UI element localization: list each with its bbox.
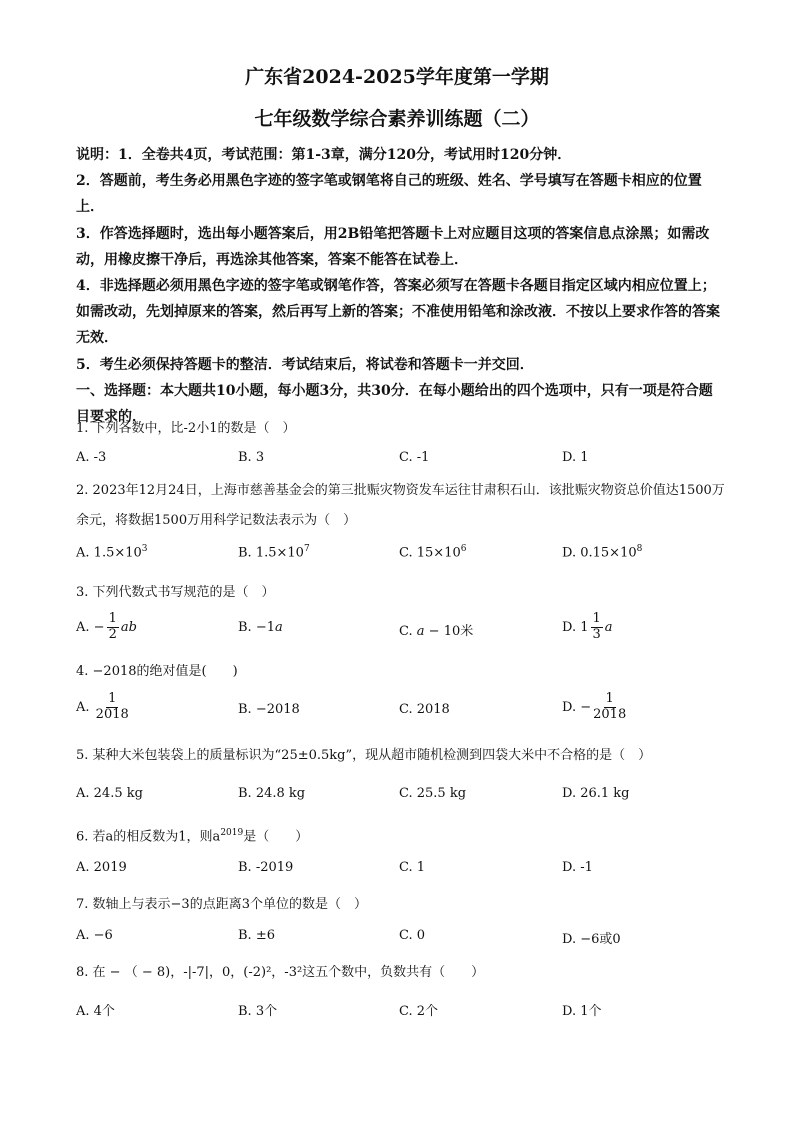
q3-d-denominator: 3 xyxy=(592,626,601,642)
q6-option-a[interactable]: A. 2019 xyxy=(76,860,127,875)
q1-option-a[interactable]: A. -3 xyxy=(76,450,107,465)
q5-option-d[interactable]: D. 26.1 kg xyxy=(562,786,630,801)
q4-a-fraction xyxy=(96,692,129,723)
q3-a-numerator: 1 xyxy=(108,611,117,626)
question-8-stem: 8. 在 − （ − 8)，-|-7|，0，(-2)²，-3²这五个数中，负数共有（ ） xyxy=(76,965,485,980)
question-6-options xyxy=(76,860,726,886)
q4-option-b[interactable]: B. −2018 xyxy=(238,702,300,717)
question-3-stem: 3. 下列代数式书写规范的是（ ） xyxy=(76,585,275,600)
q8-option-a[interactable]: A. 4个 xyxy=(76,1004,115,1019)
q3-d-whole: 1 xyxy=(580,619,589,635)
exam-title: 广东省2024-2025学年度第一学期 xyxy=(245,66,549,88)
instruction-5: 5．考生必须保持答题卡的整洁．考试结束后，将试卷和答题卡一并交回． xyxy=(76,356,534,373)
exam-subtitle: 七年级数学综合素养训练题（二） xyxy=(254,108,540,130)
question-5 xyxy=(76,741,726,771)
q5-option-c[interactable]: C. 25.5 kg xyxy=(399,786,467,801)
q3-c-label: C. xyxy=(399,624,413,639)
question-4-options xyxy=(76,692,726,732)
q3-option-a[interactable] xyxy=(76,612,137,643)
q3-a-variable: ab xyxy=(120,619,137,635)
q2-option-a[interactable] xyxy=(76,544,148,560)
q3-option-c[interactable] xyxy=(399,620,473,639)
q2-c-exp: 6 xyxy=(460,544,467,554)
section-heading: 一、选择题：本大题共10小题，每小题3分，共30分．在每小题给出的四个选项中，只有一项是符合题目要求的． xyxy=(76,382,713,426)
q6-option-c[interactable]: C. 1 xyxy=(399,860,426,875)
q2-d-base: 0.15×10 xyxy=(580,545,637,561)
question-4-stem: 4. −2018的绝对值是( ) xyxy=(76,664,238,679)
q4-d-denominator: 2018 xyxy=(593,706,627,722)
q6-stem-pre: 6. 若a的相反数为1，则a xyxy=(76,829,221,845)
question-8-options xyxy=(76,1000,726,1026)
q5-option-a[interactable]: A. 24.5 kg xyxy=(76,786,143,801)
q3-d-label: D. xyxy=(562,619,577,635)
q6-stem-exponent: 2019 xyxy=(220,828,244,838)
q4-option-c[interactable]: C. 2018 xyxy=(399,702,450,717)
q3-a-fraction xyxy=(107,612,119,643)
q2-c-base: 15×10 xyxy=(416,545,461,561)
q6-option-b[interactable]: B. -2019 xyxy=(238,860,294,875)
instruction-4: 4．非选择题必须用黑色字迹的签字笔或钢笔作答，答案必须写在答题卡各题目指定区域内相应位置上；如需改动，先划掉原来的答案，然后再写上新的答案；不准使用铅笔和涂改液．不按以上要求作答的答案无效． xyxy=(76,278,720,347)
question-2 xyxy=(76,476,726,536)
q3-a-label: A. xyxy=(76,619,90,635)
q3-b-label: B. xyxy=(238,620,252,635)
q1-option-c[interactable]: C. -1 xyxy=(399,450,430,465)
question-5-options xyxy=(76,786,726,812)
q4-d-label: D. − xyxy=(562,699,592,715)
q7-option-d[interactable]: D. −6或0 xyxy=(562,932,621,947)
q4-option-d[interactable] xyxy=(562,692,628,723)
question-8 xyxy=(76,958,726,988)
q3-c-text: − 10米 xyxy=(424,624,474,639)
q2-option-c[interactable] xyxy=(399,544,466,560)
q7-option-c[interactable]: C. 0 xyxy=(399,928,426,943)
q2-a-base: 1.5×10 xyxy=(93,545,142,561)
q3-d-numerator: 1 xyxy=(592,611,601,626)
instruction-2: 2．答题前，考生务必用黑色字迹的签字笔或钢笔将自己的班级、姓名、学号填写在答题卡相应的位置上． xyxy=(76,173,702,216)
q3-d-fraction xyxy=(591,612,603,643)
q2-option-d[interactable] xyxy=(562,544,642,560)
q3-c-variable: a xyxy=(416,624,425,639)
q3-option-d[interactable] xyxy=(562,612,613,643)
question-5-stem: 5. 某种大米包装袋上的质量标识为“25±0.5kg”，现从超市随机检测到四袋大米中不合格的是（ ） xyxy=(76,748,652,763)
q6-stem-post: 是（ ） xyxy=(243,829,309,845)
question-7 xyxy=(76,890,726,920)
q6-option-d[interactable]: D. -1 xyxy=(562,860,593,875)
q3-a-sign: − xyxy=(93,619,105,635)
question-2-options xyxy=(76,544,726,570)
question-6-stem xyxy=(76,818,726,852)
q2-a-exp: 3 xyxy=(141,544,148,554)
q2-b-base: 1.5×10 xyxy=(255,545,304,561)
q4-a-label: A. xyxy=(76,699,90,715)
q4-option-a[interactable] xyxy=(76,692,131,723)
q2-d-exp: 8 xyxy=(636,544,643,554)
q3-a-denominator: 2 xyxy=(108,626,117,642)
q3-d-variable: a xyxy=(604,619,613,635)
q3-b-text: −1 xyxy=(255,620,275,635)
question-7-stem: 7. 数轴上与表示−3的点距离3个单位的数是（ ） xyxy=(76,897,367,912)
q1-option-b[interactable]: B. 3 xyxy=(238,450,265,465)
question-3-options xyxy=(76,612,726,652)
q4-d-fraction xyxy=(593,692,626,723)
q7-option-a[interactable]: A. −6 xyxy=(76,928,113,943)
q2-d-label: D. xyxy=(562,545,577,561)
q2-b-label: B. xyxy=(238,545,252,561)
q2-option-b[interactable] xyxy=(238,544,310,560)
q3-b-variable: a xyxy=(275,620,283,635)
instruction-3: 3．作答选择题时，选出每小题答案后，用2B铅笔把答题卡上对应题目这项的答案信息点涂黑；如需改动，用橡皮擦干净后，再选涂其他答案，答案不能答在试卷上． xyxy=(76,225,710,268)
q2-c-label: C. xyxy=(399,545,413,561)
q4-a-numerator: 1 xyxy=(108,691,117,706)
instructions xyxy=(76,142,726,430)
question-7-options xyxy=(76,928,726,954)
question-1-options xyxy=(76,450,726,476)
question-3 xyxy=(76,578,726,608)
question-6 xyxy=(76,818,726,852)
question-1 xyxy=(76,414,726,444)
q2-a-label: A. xyxy=(76,545,90,561)
q8-option-c[interactable]: C. 2个 xyxy=(399,1004,439,1019)
question-1-stem: 1. 下列各数中，比-2小1的数是（ ） xyxy=(76,421,296,436)
q4-a-denominator: 2018 xyxy=(95,706,129,722)
instruction-1: 说明：1．全卷共4页，考试范围：第1-3章，满分120分，考试用时120分钟． xyxy=(76,147,572,163)
question-4 xyxy=(76,657,726,687)
q3-option-b[interactable] xyxy=(238,620,283,635)
q8-option-d[interactable]: D. 1个 xyxy=(562,1004,602,1019)
q7-option-b[interactable]: B. ±6 xyxy=(238,928,275,943)
q8-option-b[interactable]: B. 3个 xyxy=(238,1004,278,1019)
q1-option-d[interactable]: D. 1 xyxy=(562,450,589,465)
q4-d-numerator: 1 xyxy=(605,691,614,706)
question-2-stem: 2. 2023年12月24日，上海市慈善基金会的第三批赈灾物资发车运往甘肃积石山．该批赈灾物资总价值达1500万余元，将数据1500万用科学记数法表示为（ ） xyxy=(76,483,725,528)
q2-b-exp: 7 xyxy=(303,544,310,554)
q5-option-b[interactable]: B. 24.8 kg xyxy=(238,786,306,801)
